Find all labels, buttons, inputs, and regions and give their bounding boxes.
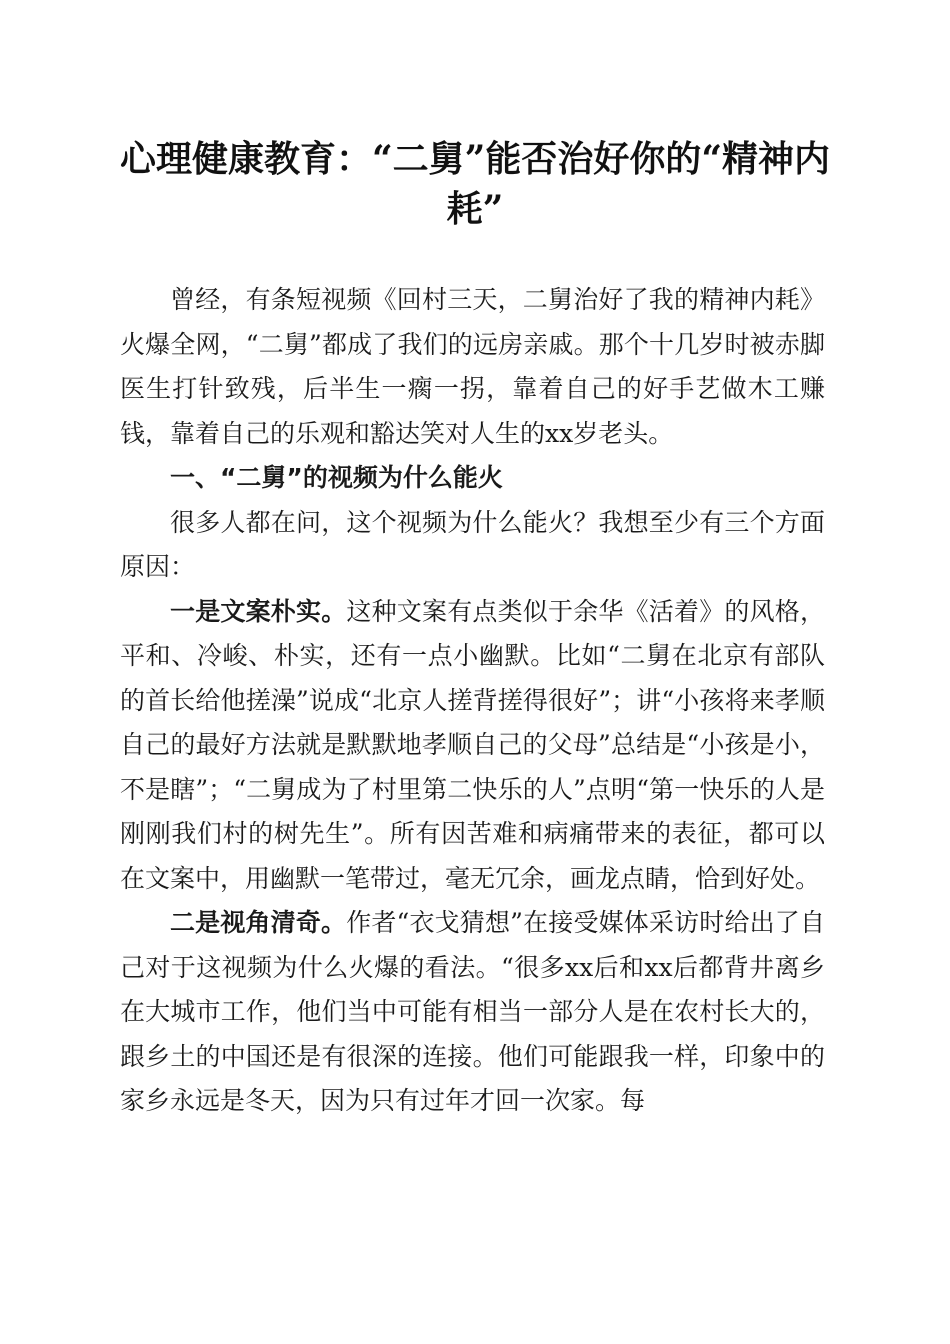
point-2-lead: 二是视角清奇。 xyxy=(170,908,347,937)
paragraph-point-1 xyxy=(120,590,825,902)
document-body xyxy=(120,278,825,1124)
point-1-text: 这种文案有点类似于余华《活着》的风格，平和、冷峻、朴实，还有一点小幽默。比如“二舅在北京有部队的首长给他搓澡”说成“北京人搓背搓得很好”；讲“小孩将来孝顺自己的最好方法就是默默地孝顺自己的父母”总结是“小孩是小，不是瞎”；“二舅成为了村里第二快乐的人”点明“第一快乐的人是刚刚我们村的树先生”。所有因苦难和病痛带来的表征，都可以在文案中，用幽默一笔带过，毫无冗余，画龙点睛，恰到好处。 xyxy=(120,596,825,893)
point-1-lead: 一是文案朴实。 xyxy=(170,596,347,626)
point-2-text: 作者“衣戈猜想”在接受媒体采访时给出了自己对于这视频为什么火爆的看法。“很多xx后和xx后都背井离乡在大城市工作，他们当中可能有相当一部分人是在农村长大的，跟乡土的中国还是有很深的连接。他们可能跟我一样，印象中的家乡永远是冬天，因为只有过年才回一次家。每 xyxy=(120,908,825,1115)
document-title: 心理健康教育：“二舅”能否治好你的“精神内耗” xyxy=(119,138,831,230)
paragraph-point-2 xyxy=(120,901,825,1124)
paragraph-intro: 曾经，有条短视频《回村三天，二舅治好了我的精神内耗》火爆全网，“二舅”都成了我们的远房亲戚。那个十几岁时被赤脚医生打针致残，后半生一瘸一拐，靠着自己的好手艺做木工赚钱，靠着自己的乐观和豁达笑对人生的xx岁老头。 xyxy=(120,285,825,448)
section-heading-1: 一、“二舅”的视频为什么能火 xyxy=(170,463,503,492)
paragraph-section1-intro: 很多人都在问，这个视频为什么能火？我想至少有三个方面原因： xyxy=(120,507,825,581)
